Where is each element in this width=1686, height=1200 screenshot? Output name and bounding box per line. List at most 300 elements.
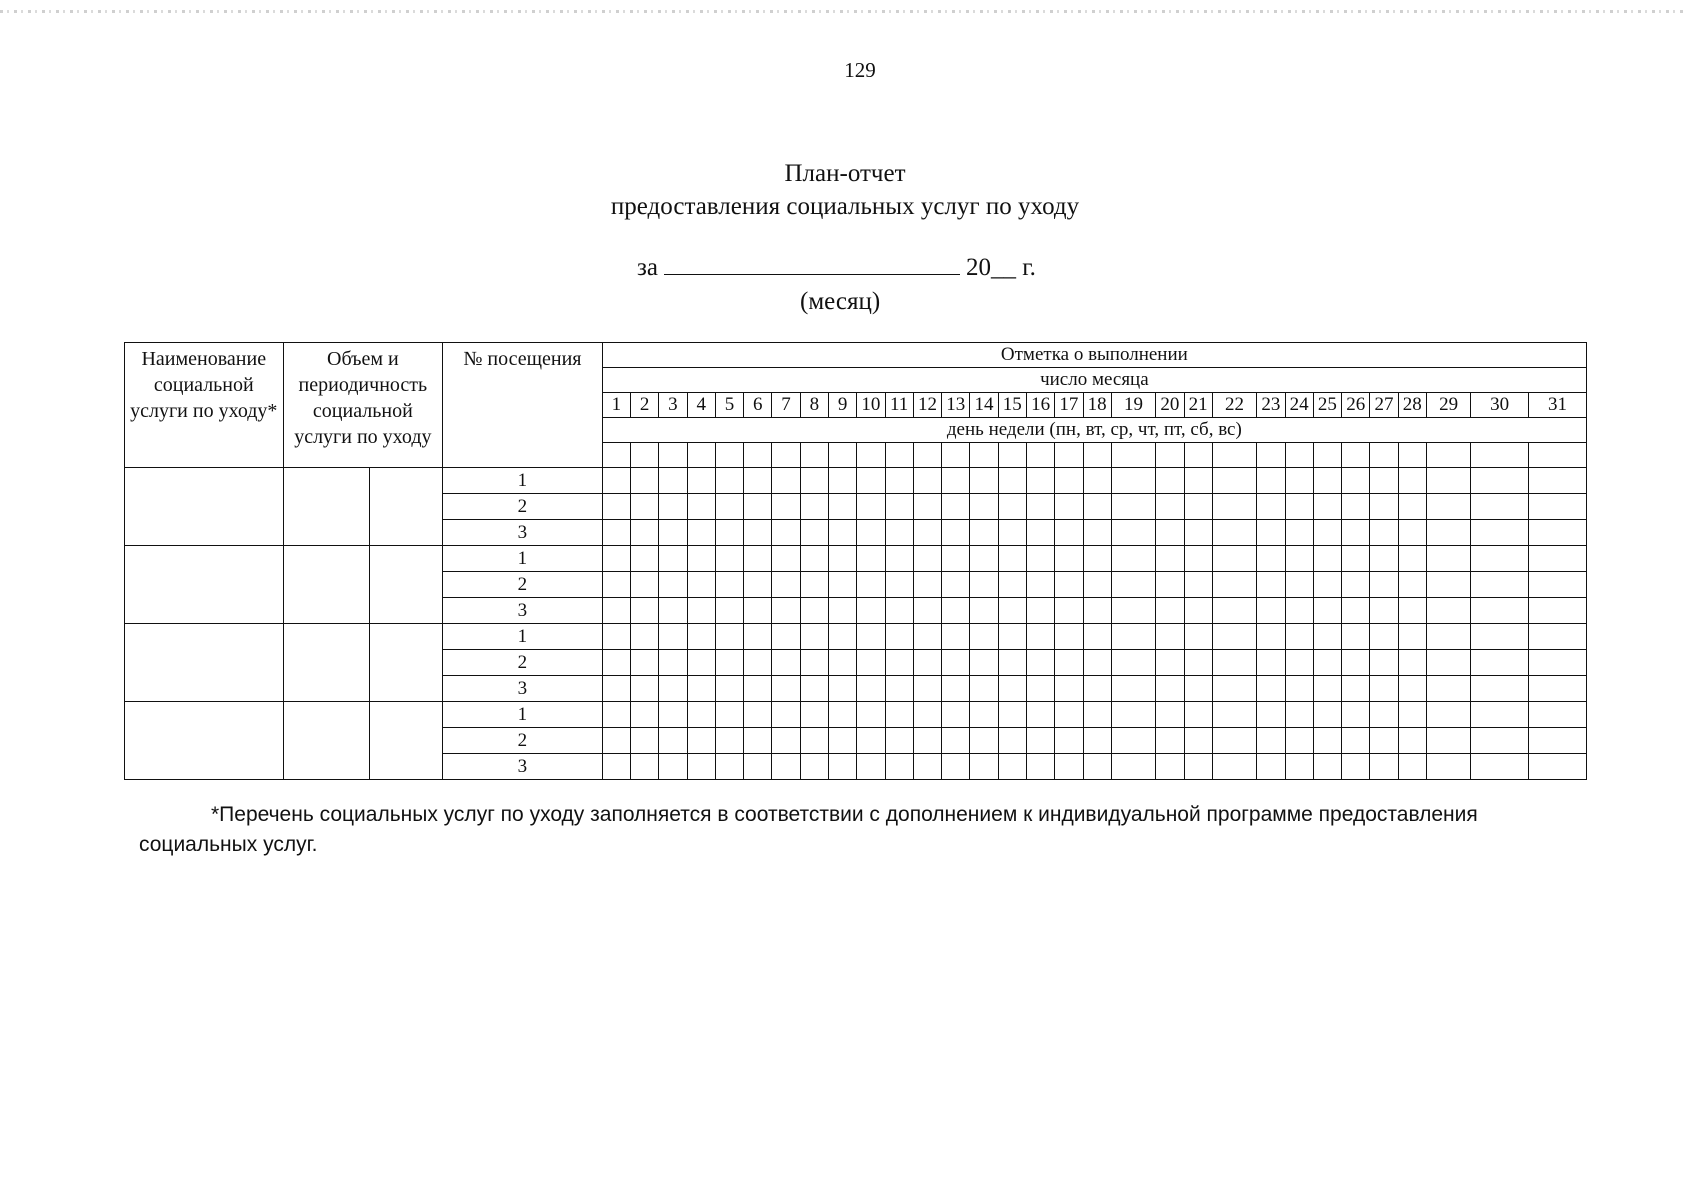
volume-cell[interactable] [283, 546, 370, 624]
mark-cell-day-26[interactable] [1342, 754, 1370, 780]
mark-cell-day-19[interactable] [1111, 754, 1155, 780]
mark-cell-day-1[interactable] [602, 468, 630, 494]
mark-cell-day-15[interactable] [998, 676, 1026, 702]
mark-cell-day-3[interactable] [659, 728, 687, 754]
mark-cell-day-12[interactable] [913, 728, 941, 754]
mark-cell-day-13[interactable] [942, 572, 970, 598]
mark-cell-day-11[interactable] [885, 754, 913, 780]
mark-cell-day-24[interactable] [1285, 728, 1313, 754]
mark-cell-day-15[interactable] [998, 754, 1026, 780]
mark-cell-day-1[interactable] [602, 494, 630, 520]
mark-cell-day-10[interactable] [857, 494, 885, 520]
mark-cell-day-3[interactable] [659, 520, 687, 546]
mark-cell-day-19[interactable] [1111, 494, 1155, 520]
mark-cell-day-7[interactable] [772, 520, 800, 546]
weekday-cell-5[interactable] [715, 443, 743, 468]
mark-cell-day-9[interactable] [828, 468, 856, 494]
mark-cell-day-19[interactable] [1111, 468, 1155, 494]
mark-cell-day-13[interactable] [942, 650, 970, 676]
mark-cell-day-30[interactable] [1471, 546, 1529, 572]
mark-cell-day-11[interactable] [885, 572, 913, 598]
mark-cell-day-6[interactable] [744, 728, 772, 754]
mark-cell-day-16[interactable] [1026, 468, 1054, 494]
weekday-cell-9[interactable] [828, 443, 856, 468]
mark-cell-day-18[interactable] [1083, 494, 1111, 520]
mark-cell-day-31[interactable] [1528, 546, 1586, 572]
weekday-cell-18[interactable] [1083, 443, 1111, 468]
mark-cell-day-24[interactable] [1285, 754, 1313, 780]
mark-cell-day-19[interactable] [1111, 598, 1155, 624]
mark-cell-day-17[interactable] [1055, 650, 1083, 676]
mark-cell-day-8[interactable] [800, 546, 828, 572]
mark-cell-day-31[interactable] [1528, 702, 1586, 728]
mark-cell-day-22[interactable] [1212, 546, 1256, 572]
mark-cell-day-27[interactable] [1370, 676, 1398, 702]
mark-cell-day-2[interactable] [631, 598, 659, 624]
month-blank-field[interactable] [664, 252, 960, 275]
periodicity-cell[interactable] [370, 702, 443, 780]
mark-cell-day-27[interactable] [1370, 494, 1398, 520]
mark-cell-day-25[interactable] [1313, 494, 1341, 520]
mark-cell-day-10[interactable] [857, 468, 885, 494]
mark-cell-day-24[interactable] [1285, 494, 1313, 520]
mark-cell-day-10[interactable] [857, 572, 885, 598]
mark-cell-day-21[interactable] [1184, 624, 1212, 650]
mark-cell-day-22[interactable] [1212, 624, 1256, 650]
weekday-cell-20[interactable] [1156, 443, 1184, 468]
weekday-cell-23[interactable] [1257, 443, 1285, 468]
mark-cell-day-14[interactable] [970, 624, 998, 650]
mark-cell-day-6[interactable] [744, 520, 772, 546]
mark-cell-day-4[interactable] [687, 546, 715, 572]
mark-cell-day-2[interactable] [631, 650, 659, 676]
mark-cell-day-26[interactable] [1342, 702, 1370, 728]
mark-cell-day-15[interactable] [998, 598, 1026, 624]
mark-cell-day-21[interactable] [1184, 468, 1212, 494]
mark-cell-day-23[interactable] [1257, 468, 1285, 494]
mark-cell-day-17[interactable] [1055, 598, 1083, 624]
mark-cell-day-4[interactable] [687, 754, 715, 780]
mark-cell-day-5[interactable] [715, 468, 743, 494]
mark-cell-day-17[interactable] [1055, 676, 1083, 702]
mark-cell-day-10[interactable] [857, 624, 885, 650]
mark-cell-day-16[interactable] [1026, 754, 1054, 780]
weekday-cell-15[interactable] [998, 443, 1026, 468]
mark-cell-day-31[interactable] [1528, 598, 1586, 624]
mark-cell-day-29[interactable] [1426, 676, 1470, 702]
mark-cell-day-6[interactable] [744, 546, 772, 572]
mark-cell-day-22[interactable] [1212, 702, 1256, 728]
weekday-cell-2[interactable] [631, 443, 659, 468]
mark-cell-day-18[interactable] [1083, 546, 1111, 572]
mark-cell-day-23[interactable] [1257, 676, 1285, 702]
mark-cell-day-2[interactable] [631, 624, 659, 650]
mark-cell-day-3[interactable] [659, 676, 687, 702]
mark-cell-day-28[interactable] [1398, 546, 1426, 572]
mark-cell-day-14[interactable] [970, 494, 998, 520]
mark-cell-day-13[interactable] [942, 494, 970, 520]
mark-cell-day-19[interactable] [1111, 728, 1155, 754]
mark-cell-day-14[interactable] [970, 546, 998, 572]
mark-cell-day-22[interactable] [1212, 598, 1256, 624]
mark-cell-day-24[interactable] [1285, 676, 1313, 702]
year-text[interactable]: 20__ [965, 254, 1016, 281]
mark-cell-day-16[interactable] [1026, 598, 1054, 624]
mark-cell-day-20[interactable] [1156, 624, 1184, 650]
mark-cell-day-8[interactable] [800, 520, 828, 546]
mark-cell-day-2[interactable] [631, 702, 659, 728]
mark-cell-day-20[interactable] [1156, 546, 1184, 572]
mark-cell-day-21[interactable] [1184, 702, 1212, 728]
mark-cell-day-30[interactable] [1471, 754, 1529, 780]
mark-cell-day-7[interactable] [772, 598, 800, 624]
mark-cell-day-29[interactable] [1426, 546, 1470, 572]
mark-cell-day-22[interactable] [1212, 676, 1256, 702]
mark-cell-day-19[interactable] [1111, 650, 1155, 676]
mark-cell-day-6[interactable] [744, 494, 772, 520]
mark-cell-day-15[interactable] [998, 520, 1026, 546]
weekday-cell-8[interactable] [800, 443, 828, 468]
mark-cell-day-1[interactable] [602, 702, 630, 728]
mark-cell-day-31[interactable] [1528, 676, 1586, 702]
weekday-cell-27[interactable] [1370, 443, 1398, 468]
mark-cell-day-23[interactable] [1257, 598, 1285, 624]
mark-cell-day-12[interactable] [913, 676, 941, 702]
mark-cell-day-4[interactable] [687, 468, 715, 494]
mark-cell-day-13[interactable] [942, 520, 970, 546]
mark-cell-day-21[interactable] [1184, 598, 1212, 624]
mark-cell-day-12[interactable] [913, 650, 941, 676]
mark-cell-day-16[interactable] [1026, 676, 1054, 702]
mark-cell-day-1[interactable] [602, 546, 630, 572]
volume-cell[interactable] [283, 702, 370, 780]
mark-cell-day-1[interactable] [602, 676, 630, 702]
mark-cell-day-18[interactable] [1083, 624, 1111, 650]
mark-cell-day-13[interactable] [942, 754, 970, 780]
weekday-cell-16[interactable] [1026, 443, 1054, 468]
mark-cell-day-28[interactable] [1398, 494, 1426, 520]
mark-cell-day-30[interactable] [1471, 494, 1529, 520]
mark-cell-day-17[interactable] [1055, 546, 1083, 572]
mark-cell-day-31[interactable] [1528, 572, 1586, 598]
mark-cell-day-11[interactable] [885, 468, 913, 494]
mark-cell-day-18[interactable] [1083, 598, 1111, 624]
mark-cell-day-22[interactable] [1212, 754, 1256, 780]
mark-cell-day-28[interactable] [1398, 624, 1426, 650]
mark-cell-day-29[interactable] [1426, 468, 1470, 494]
mark-cell-day-8[interactable] [800, 650, 828, 676]
mark-cell-day-14[interactable] [970, 702, 998, 728]
mark-cell-day-19[interactable] [1111, 702, 1155, 728]
mark-cell-day-7[interactable] [772, 676, 800, 702]
mark-cell-day-3[interactable] [659, 598, 687, 624]
weekday-cell-30[interactable] [1471, 443, 1529, 468]
mark-cell-day-12[interactable] [913, 468, 941, 494]
mark-cell-day-3[interactable] [659, 624, 687, 650]
mark-cell-day-22[interactable] [1212, 494, 1256, 520]
mark-cell-day-4[interactable] [687, 624, 715, 650]
mark-cell-day-29[interactable] [1426, 520, 1470, 546]
mark-cell-day-26[interactable] [1342, 520, 1370, 546]
mark-cell-day-2[interactable] [631, 728, 659, 754]
mark-cell-day-22[interactable] [1212, 728, 1256, 754]
mark-cell-day-20[interactable] [1156, 520, 1184, 546]
mark-cell-day-19[interactable] [1111, 546, 1155, 572]
mark-cell-day-6[interactable] [744, 624, 772, 650]
mark-cell-day-21[interactable] [1184, 546, 1212, 572]
mark-cell-day-13[interactable] [942, 468, 970, 494]
mark-cell-day-25[interactable] [1313, 572, 1341, 598]
mark-cell-day-17[interactable] [1055, 572, 1083, 598]
mark-cell-day-14[interactable] [970, 676, 998, 702]
mark-cell-day-15[interactable] [998, 702, 1026, 728]
weekday-cell-31[interactable] [1528, 443, 1586, 468]
mark-cell-day-27[interactable] [1370, 468, 1398, 494]
mark-cell-day-26[interactable] [1342, 676, 1370, 702]
mark-cell-day-30[interactable] [1471, 650, 1529, 676]
mark-cell-day-13[interactable] [942, 546, 970, 572]
mark-cell-day-5[interactable] [715, 650, 743, 676]
mark-cell-day-8[interactable] [800, 598, 828, 624]
mark-cell-day-17[interactable] [1055, 624, 1083, 650]
mark-cell-day-2[interactable] [631, 494, 659, 520]
mark-cell-day-5[interactable] [715, 702, 743, 728]
weekday-cell-10[interactable] [857, 443, 885, 468]
mark-cell-day-25[interactable] [1313, 728, 1341, 754]
mark-cell-day-21[interactable] [1184, 754, 1212, 780]
mark-cell-day-16[interactable] [1026, 702, 1054, 728]
mark-cell-day-1[interactable] [602, 650, 630, 676]
mark-cell-day-12[interactable] [913, 546, 941, 572]
mark-cell-day-19[interactable] [1111, 676, 1155, 702]
mark-cell-day-29[interactable] [1426, 728, 1470, 754]
mark-cell-day-17[interactable] [1055, 520, 1083, 546]
mark-cell-day-16[interactable] [1026, 728, 1054, 754]
mark-cell-day-31[interactable] [1528, 468, 1586, 494]
mark-cell-day-6[interactable] [744, 702, 772, 728]
mark-cell-day-9[interactable] [828, 728, 856, 754]
mark-cell-day-18[interactable] [1083, 702, 1111, 728]
mark-cell-day-29[interactable] [1426, 624, 1470, 650]
mark-cell-day-14[interactable] [970, 754, 998, 780]
mark-cell-day-30[interactable] [1471, 702, 1529, 728]
mark-cell-day-24[interactable] [1285, 650, 1313, 676]
mark-cell-day-30[interactable] [1471, 572, 1529, 598]
mark-cell-day-3[interactable] [659, 754, 687, 780]
mark-cell-day-18[interactable] [1083, 676, 1111, 702]
mark-cell-day-5[interactable] [715, 754, 743, 780]
mark-cell-day-18[interactable] [1083, 728, 1111, 754]
mark-cell-day-29[interactable] [1426, 494, 1470, 520]
service-name-cell[interactable] [125, 546, 284, 624]
mark-cell-day-13[interactable] [942, 728, 970, 754]
mark-cell-day-21[interactable] [1184, 728, 1212, 754]
mark-cell-day-28[interactable] [1398, 728, 1426, 754]
volume-cell[interactable] [283, 468, 370, 546]
mark-cell-day-7[interactable] [772, 546, 800, 572]
mark-cell-day-20[interactable] [1156, 676, 1184, 702]
mark-cell-day-23[interactable] [1257, 728, 1285, 754]
mark-cell-day-24[interactable] [1285, 572, 1313, 598]
mark-cell-day-12[interactable] [913, 598, 941, 624]
mark-cell-day-5[interactable] [715, 624, 743, 650]
mark-cell-day-27[interactable] [1370, 650, 1398, 676]
mark-cell-day-1[interactable] [602, 572, 630, 598]
mark-cell-day-11[interactable] [885, 546, 913, 572]
mark-cell-day-2[interactable] [631, 468, 659, 494]
weekday-cell-13[interactable] [942, 443, 970, 468]
mark-cell-day-2[interactable] [631, 754, 659, 780]
mark-cell-day-2[interactable] [631, 676, 659, 702]
mark-cell-day-31[interactable] [1528, 728, 1586, 754]
mark-cell-day-9[interactable] [828, 676, 856, 702]
mark-cell-day-9[interactable] [828, 572, 856, 598]
mark-cell-day-6[interactable] [744, 676, 772, 702]
weekday-cell-29[interactable] [1426, 443, 1470, 468]
mark-cell-day-30[interactable] [1471, 676, 1529, 702]
mark-cell-day-10[interactable] [857, 520, 885, 546]
mark-cell-day-5[interactable] [715, 572, 743, 598]
mark-cell-day-23[interactable] [1257, 494, 1285, 520]
mark-cell-day-18[interactable] [1083, 650, 1111, 676]
mark-cell-day-28[interactable] [1398, 702, 1426, 728]
weekday-cell-1[interactable] [602, 443, 630, 468]
mark-cell-day-25[interactable] [1313, 546, 1341, 572]
mark-cell-day-1[interactable] [602, 624, 630, 650]
mark-cell-day-4[interactable] [687, 650, 715, 676]
mark-cell-day-4[interactable] [687, 598, 715, 624]
mark-cell-day-9[interactable] [828, 494, 856, 520]
mark-cell-day-20[interactable] [1156, 494, 1184, 520]
mark-cell-day-10[interactable] [857, 546, 885, 572]
mark-cell-day-21[interactable] [1184, 520, 1212, 546]
mark-cell-day-11[interactable] [885, 702, 913, 728]
service-name-cell[interactable] [125, 468, 284, 546]
mark-cell-day-26[interactable] [1342, 546, 1370, 572]
mark-cell-day-27[interactable] [1370, 520, 1398, 546]
mark-cell-day-7[interactable] [772, 572, 800, 598]
mark-cell-day-20[interactable] [1156, 598, 1184, 624]
mark-cell-day-2[interactable] [631, 572, 659, 598]
weekday-cell-12[interactable] [913, 443, 941, 468]
mark-cell-day-4[interactable] [687, 702, 715, 728]
mark-cell-day-26[interactable] [1342, 650, 1370, 676]
mark-cell-day-3[interactable] [659, 494, 687, 520]
mark-cell-day-6[interactable] [744, 572, 772, 598]
weekday-cell-26[interactable] [1342, 443, 1370, 468]
mark-cell-day-16[interactable] [1026, 546, 1054, 572]
mark-cell-day-12[interactable] [913, 624, 941, 650]
mark-cell-day-3[interactable] [659, 650, 687, 676]
mark-cell-day-25[interactable] [1313, 702, 1341, 728]
mark-cell-day-12[interactable] [913, 520, 941, 546]
mark-cell-day-7[interactable] [772, 702, 800, 728]
mark-cell-day-18[interactable] [1083, 572, 1111, 598]
mark-cell-day-20[interactable] [1156, 650, 1184, 676]
mark-cell-day-26[interactable] [1342, 728, 1370, 754]
mark-cell-day-28[interactable] [1398, 572, 1426, 598]
mark-cell-day-10[interactable] [857, 676, 885, 702]
mark-cell-day-17[interactable] [1055, 494, 1083, 520]
mark-cell-day-26[interactable] [1342, 494, 1370, 520]
mark-cell-day-26[interactable] [1342, 624, 1370, 650]
mark-cell-day-22[interactable] [1212, 650, 1256, 676]
mark-cell-day-19[interactable] [1111, 624, 1155, 650]
mark-cell-day-16[interactable] [1026, 624, 1054, 650]
mark-cell-day-23[interactable] [1257, 702, 1285, 728]
weekday-cell-14[interactable] [970, 443, 998, 468]
mark-cell-day-1[interactable] [602, 754, 630, 780]
mark-cell-day-24[interactable] [1285, 468, 1313, 494]
mark-cell-day-12[interactable] [913, 702, 941, 728]
mark-cell-day-22[interactable] [1212, 520, 1256, 546]
weekday-cell-25[interactable] [1313, 443, 1341, 468]
weekday-cell-7[interactable] [772, 443, 800, 468]
mark-cell-day-23[interactable] [1257, 572, 1285, 598]
mark-cell-day-29[interactable] [1426, 572, 1470, 598]
mark-cell-day-13[interactable] [942, 702, 970, 728]
mark-cell-day-23[interactable] [1257, 624, 1285, 650]
mark-cell-day-5[interactable] [715, 520, 743, 546]
weekday-cell-11[interactable] [885, 443, 913, 468]
mark-cell-day-26[interactable] [1342, 468, 1370, 494]
mark-cell-day-2[interactable] [631, 520, 659, 546]
weekday-cell-22[interactable] [1212, 443, 1256, 468]
mark-cell-day-29[interactable] [1426, 754, 1470, 780]
mark-cell-day-9[interactable] [828, 650, 856, 676]
mark-cell-day-25[interactable] [1313, 676, 1341, 702]
mark-cell-day-21[interactable] [1184, 676, 1212, 702]
mark-cell-day-15[interactable] [998, 546, 1026, 572]
mark-cell-day-19[interactable] [1111, 520, 1155, 546]
mark-cell-day-23[interactable] [1257, 650, 1285, 676]
mark-cell-day-16[interactable] [1026, 520, 1054, 546]
mark-cell-day-15[interactable] [998, 468, 1026, 494]
mark-cell-day-9[interactable] [828, 702, 856, 728]
mark-cell-day-25[interactable] [1313, 520, 1341, 546]
mark-cell-day-20[interactable] [1156, 754, 1184, 780]
mark-cell-day-28[interactable] [1398, 754, 1426, 780]
periodicity-cell[interactable] [370, 624, 443, 702]
mark-cell-day-25[interactable] [1313, 624, 1341, 650]
mark-cell-day-20[interactable] [1156, 572, 1184, 598]
mark-cell-day-23[interactable] [1257, 546, 1285, 572]
mark-cell-day-7[interactable] [772, 494, 800, 520]
volume-cell[interactable] [283, 624, 370, 702]
mark-cell-day-30[interactable] [1471, 728, 1529, 754]
mark-cell-day-4[interactable] [687, 676, 715, 702]
mark-cell-day-26[interactable] [1342, 598, 1370, 624]
mark-cell-day-4[interactable] [687, 728, 715, 754]
mark-cell-day-29[interactable] [1426, 650, 1470, 676]
mark-cell-day-9[interactable] [828, 754, 856, 780]
mark-cell-day-14[interactable] [970, 598, 998, 624]
mark-cell-day-29[interactable] [1426, 702, 1470, 728]
mark-cell-day-1[interactable] [602, 598, 630, 624]
mark-cell-day-3[interactable] [659, 702, 687, 728]
periodicity-cell[interactable] [370, 468, 443, 546]
mark-cell-day-30[interactable] [1471, 598, 1529, 624]
mark-cell-day-24[interactable] [1285, 624, 1313, 650]
mark-cell-day-15[interactable] [998, 650, 1026, 676]
mark-cell-day-17[interactable] [1055, 728, 1083, 754]
mark-cell-day-10[interactable] [857, 598, 885, 624]
mark-cell-day-11[interactable] [885, 598, 913, 624]
mark-cell-day-7[interactable] [772, 468, 800, 494]
mark-cell-day-3[interactable] [659, 468, 687, 494]
mark-cell-day-5[interactable] [715, 728, 743, 754]
mark-cell-day-5[interactable] [715, 546, 743, 572]
